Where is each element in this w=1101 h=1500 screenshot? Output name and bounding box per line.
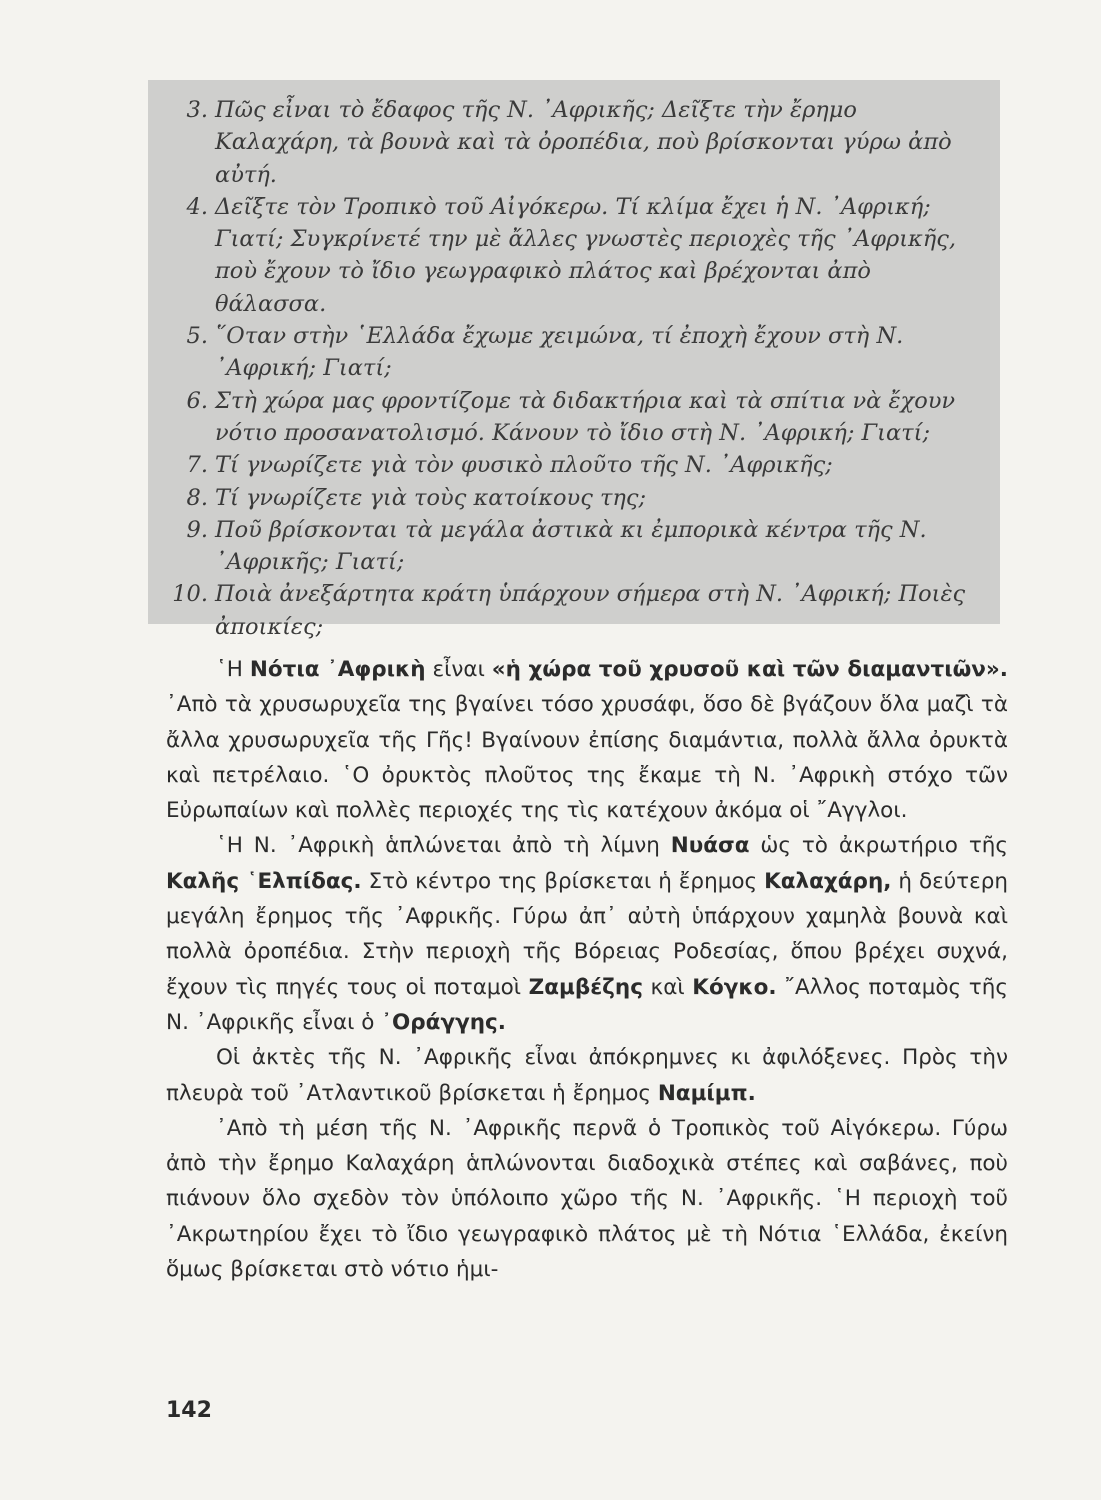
question-item: [172, 578, 988, 643]
bold-term: Ναμίμπ.: [657, 1080, 756, 1106]
question-text: Ποῦ βρίσκονται τὰ μεγάλα ἀστικὰ κι ἐμπορικὰ κέντρα τῆς Ν. ᾿Αφρικῆς; Γιατί;: [215, 516, 927, 576]
question-item: [186, 385, 988, 450]
question-text: Τί γνωρίζετε γιὰ τὸν φυσικὸ πλοῦτο τῆς Ν. ᾿Αφρικῆς;: [215, 452, 833, 479]
question-item: [186, 514, 988, 579]
text-run: ῾Η Ν. ᾿Αφρικὴ ἁπλώνεται ἀπὸ τὴ λίμνη: [216, 833, 671, 859]
text-run: καὶ: [642, 974, 693, 1000]
bold-term: ᾿Οράγγης.: [381, 1009, 506, 1035]
question-number: 6.: [186, 387, 208, 414]
bold-term: Κόγκο.: [692, 974, 777, 1000]
question-text: Πῶς εἶναι τὸ ἔδαφος τῆς Ν. ᾿Αφρικῆς; Δεῖξτε τὴν ἔρημο Καλαχάρη, τὰ βουνὰ καὶ τὰ ὀροπέδια, ποὺ βρίσκονται γύρω ἀπὸ αὐτή.: [215, 97, 952, 188]
question-text: Ποιὰ ἀνεξάρτητα κράτη ὑπάρχουν σήμερα στὴ Ν. ᾿Αφρική; Ποιὲς ἀποικίες;: [215, 581, 966, 640]
question-number: 9.: [186, 516, 208, 543]
paragraph-geography: [166, 828, 1008, 1040]
text-run: ῾Η: [216, 657, 250, 682]
question-number: 4.: [186, 193, 208, 220]
question-text: ῞Οταν στὴν ῾Ελλάδα ἔχωμε χειμώνα, τί ἐποχὴ ἔχουν στὴ Ν. ᾿Αφρική; Γιατί;: [215, 323, 904, 382]
question-item: [186, 482, 988, 514]
question-number: 8.: [186, 484, 208, 511]
bold-term: Ζαμβέζης: [528, 974, 643, 1000]
bold-term: «ἡ χώρα τοῦ χρυσοῦ καὶ τῶν διαμαντιῶν».: [491, 657, 1008, 682]
question-number: 7.: [186, 452, 208, 479]
text-run: εἶναι: [425, 657, 492, 682]
text-run: ὡς τὸ ἀκρωτήριο τῆς: [749, 833, 1009, 859]
question-number: 5.: [186, 323, 208, 350]
page-number: 142: [166, 1398, 212, 1423]
bold-term: Νυάσα: [670, 833, 750, 859]
question-text: Στὴ χώρα μας φροντίζομε τὰ διδακτήρια καὶ τὰ σπίτια νὰ ἔχουν νότιο προσανατολισμό. Κάνουν τὸ ἴδιο στὴ Ν. ᾿Αφρική; Γιατί;: [215, 387, 956, 446]
text-run: Στὸ κέντρο της βρίσκεται ἡ ἔρημος: [361, 868, 765, 894]
text-run: Οἱ ἀκτὲς τῆς Ν. ᾿Αφρικῆς εἶναι ἀπόκρημνες κι ἀφιλόξενες. Πρὸς τὴν πλευρὰ τοῦ ᾿Ατλαντικοῦ βρίσκεται ἡ ἔρημος: [166, 1045, 1008, 1106]
paragraph-gold-diamonds: [166, 652, 1008, 828]
review-questions-box: [148, 80, 1000, 640]
question-item: [186, 320, 988, 385]
body-text: [166, 652, 1008, 1287]
question-number: 10.: [172, 581, 208, 608]
paragraph-climate: [166, 1111, 1008, 1287]
question-number: 3.: [186, 97, 208, 123]
text-run: ῎Αλλος ποταμὸς τῆς Ν. ᾿Αφρικῆς εἶναι ὁ: [166, 974, 1008, 1035]
question-text: Δεῖξτε τὸν Τροπικὸ τοῦ Αἰγόκερω. Τί κλίμα ἔχει ἡ Ν. ᾿Αφρική; Γιατί; Συγκρίνετέ την μὲ ἄλλες γνωστὲς περιοχὲς τῆς ᾿Αφρικῆς, ποὺ ἔχουν τὸ ἴδιο γεωγραφικὸ πλάτος καὶ βρέχονται ἀπὸ θάλασσα.: [215, 193, 957, 317]
question-item: [186, 191, 988, 320]
bold-term: Καλῆς ῾Ελπίδας.: [166, 868, 362, 894]
question-item: [186, 449, 988, 481]
question-item: [186, 94, 988, 191]
text-run: ᾿Απὸ τὴ μέση τῆς Ν. ᾿Αφρικῆς περνᾶ ὁ Τροπικὸς τοῦ Αἰγόκερω. Γύρω ἀπὸ τὴν ἔρημο Καλαχάρη ἁπλώνονται διαδοχικὰ στέπες καὶ σαβάνες, ποὺ πιάνουν ὅλο σχεδὸν τὸν ὑπόλοιπο χῶρο τῆς Ν. ᾿Αφρικῆς. ῾Η περιοχὴ τοῦ ᾿Ακρωτηρίου ἔχει τὸ ἴδιο γεωγραφικὸ πλάτος μὲ τὴ Νότια ῾Ελλάδα, ἐκείνη ὅμως βρίσκεται στὸ νότιο ἡμι-: [166, 1115, 1008, 1283]
text-run: ᾿Απὸ τὰ χρυσωρυχεῖα της βγαίνει τόσο χρυσάφι, ὅσο δὲ βγάζουν ὅλα μαζὶ τὰ ἄλλα χρυσωρυχεῖα τῆς Γῆς! Βγαίνουν ἐπίσης διαμάντια, πολλὰ ἄλλα ὀρυκτὰ καὶ πετρέλαιο. ῾Ο ὀρυκτὸς πλοῦτος της ἔκαμε τὴ Ν. ᾿Αφρικὴ στόχο τῶν Εὐρωπαίων καὶ πολλὲς περιοχές της τὶς κατέχουν ἀκόμα οἱ ῎Αγγλοι.: [166, 692, 1008, 824]
question-text: Τί γνωρίζετε γιὰ τοὺς κατοίκους της;: [215, 484, 647, 511]
bold-term: Νότια ᾿Αφρικὴ: [249, 657, 426, 682]
bold-term: Καλαχάρη,: [764, 868, 892, 894]
paragraph-coasts: [166, 1040, 1008, 1111]
text-run: ἡ δεύτερη μεγάλη ἔρημος τῆς ᾿Αφρικῆς. Γύρω ἀπ᾿ αὐτὴ ὑπάρχουν χαμηλὰ βουνὰ καὶ πολλὰ ὀροπέδια. Στὴν περιοχὴ τῆς Βόρειας Ροδεσίας, ὅπου βρέχει συχνά, ἔχουν τὶς πηγές τους οἱ ποταμοὶ: [166, 868, 1009, 1000]
